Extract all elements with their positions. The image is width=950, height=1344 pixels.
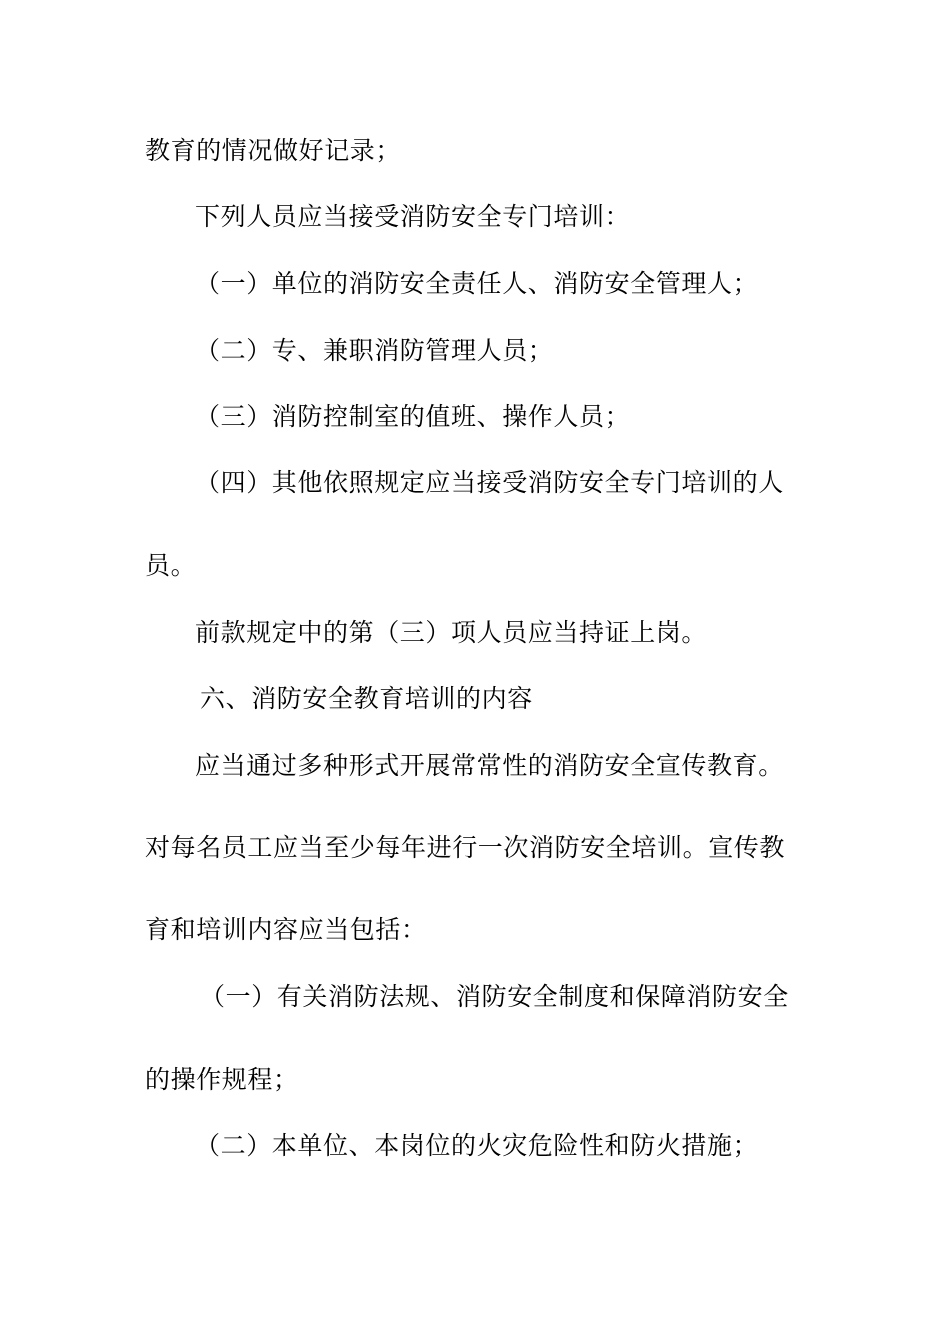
list-item: （四）其他依照规定应当接受消防安全专门培训的人 — [195, 468, 784, 497]
paragraph-line: 下列人员应当接受消防安全专门培训： — [195, 202, 631, 231]
paragraph-line: 员。 — [145, 551, 197, 580]
list-item: （一）单位的消防安全责任人、消防安全管理人； — [195, 269, 759, 298]
list-item: （二）本单位、本岗位的火灾危险性和防火措施； — [195, 1131, 759, 1160]
list-item: （二）专、兼职消防管理人员； — [195, 336, 554, 365]
paragraph-line: 教育的情况做好记录； — [145, 136, 402, 165]
section-heading: 六、消防安全教育培训的内容 — [200, 684, 533, 713]
paragraph-line: 对每名员工应当至少每年进行一次消防安全培训。宣传教 — [145, 833, 786, 862]
list-item: （三）消防控制室的值班、操作人员； — [195, 402, 631, 431]
list-item: （一）有关消防法规、消防安全制度和保障消防安全 — [200, 982, 789, 1011]
paragraph-line: 的操作规程； — [145, 1065, 299, 1094]
paragraph-line: 前款规定中的第（三）项人员应当持证上岗。 — [195, 618, 708, 647]
paragraph-line: 育和培训内容应当包括： — [145, 915, 427, 944]
paragraph-line: 应当通过多种形式开展常常性的消防安全宣传教育。 — [195, 751, 784, 780]
